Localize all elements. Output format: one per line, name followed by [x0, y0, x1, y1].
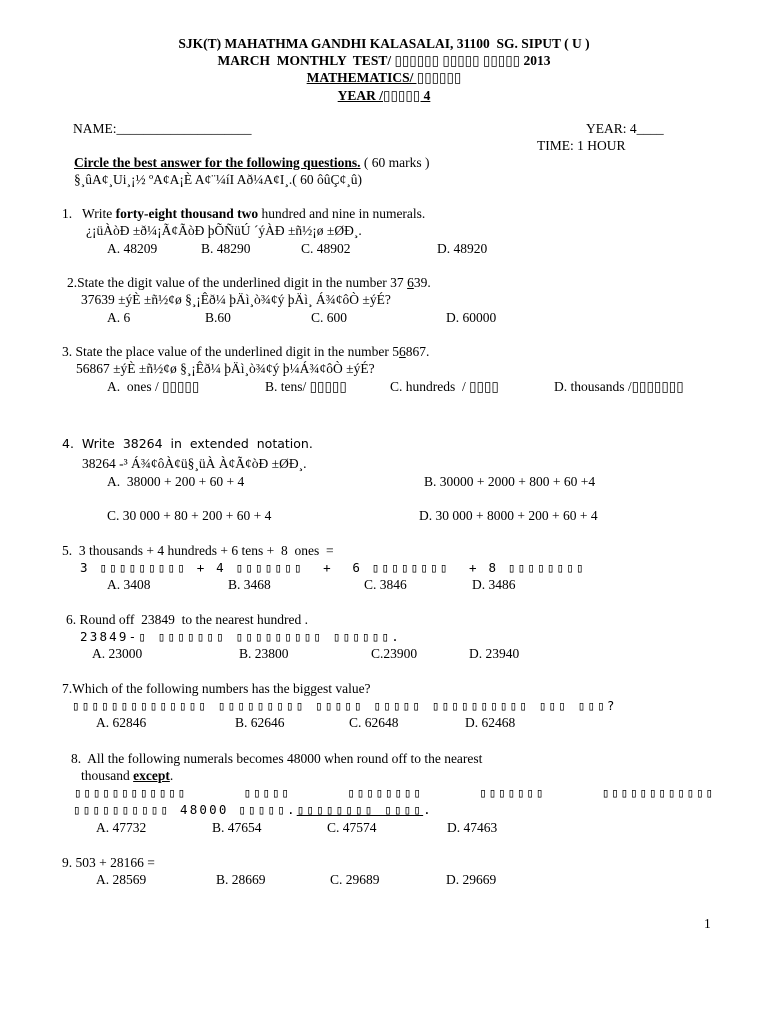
q9-option-a: A. 28569	[96, 872, 147, 887]
question-8-tamil-2: ▯▯▯▯▯▯▯▯▯▯ 48000 ▯▯▯▯▯.▯▯▯▯▯▯▯▯ ▯▯▯▯.	[73, 802, 433, 817]
q8-option-b: B. 47654	[212, 820, 262, 835]
q9-option-c: C. 29689	[330, 872, 380, 887]
test-title: MARCH MONTHLY TEST/ ▯▯▯▯▯▯ ▯▯▯▯▯ ▯▯▯▯▯ 2013	[217, 53, 551, 68]
question-1-tamil: ¿¡üÀòÐ ±ð¼¡Ã¢ÃòÐ þÕÑüÚ ´ýÀÐ ±ñ½¡ø ±ØÐ¸.	[86, 223, 362, 238]
question-3: 3. State the place value of the underlined digit in the number 56867.	[62, 344, 430, 359]
year-title: YEAR /▯▯▯▯▯ 4	[337, 88, 431, 103]
year-field: YEAR: 4____	[586, 121, 664, 136]
q5-option-c: C. 3846	[364, 577, 407, 592]
question-5-tamil: 3 ▯▯▯▯▯▯▯▯▯ + 4 ▯▯▯▯▯▯▯ + 6 ▯▯▯▯▯▯▯▯ + 8 ▯▯▯▯▯▯▯▯	[80, 560, 586, 575]
question-4: 4. Write 38264 in extended notation.	[62, 436, 313, 451]
q1-option-a: A. 48209	[107, 241, 158, 256]
q8-option-a: A. 47732	[96, 820, 147, 835]
question-8-tamil-1: ▯▯▯▯▯▯▯▯▯▯▯▯ ▯▯▯▯▯ ▯▯▯▯▯▯▯▯ ▯▯▯▯▯▯▯ ▯▯▯▯▯▯▯▯▯▯▯▯	[74, 785, 715, 800]
q6-option-d: D. 23940	[469, 646, 520, 661]
q3-option-a: A. ones / ▯▯▯▯▯	[107, 379, 200, 394]
name-field: NAME:____________________	[73, 121, 252, 136]
question-5: 5. 3 thousands + 4 hundreds + 6 tens + 8 ones =	[62, 543, 334, 558]
question-7: 7.Which of the following numbers has the biggest value?	[62, 681, 371, 696]
question-9: 9. 503 + 28166 =	[62, 855, 155, 870]
q2-option-d: D. 60000	[446, 310, 497, 325]
q3-option-d: D. thousands /▯▯▯▯▯▯▯	[554, 379, 684, 394]
question-6-tamil: 23849-▯ ▯▯▯▯▯▯▯ ▯▯▯▯▯▯▯▯▯ ▯▯▯▯▯▯.	[80, 629, 401, 644]
q6-option-c: C.23900	[371, 646, 418, 661]
q8-option-c: C. 47574	[327, 820, 377, 835]
q9-option-d: D. 29669	[446, 872, 497, 887]
q9-option-b: B. 28669	[216, 872, 266, 887]
q4-option-d: D. 30 000 + 8000 + 200 + 60 + 4	[419, 508, 598, 523]
question-4-tamil: 38264 -³ Á¾¢ôÀ¢ü§¸üÀ À¢Ã¢òÐ ±ØÐ¸.	[82, 456, 307, 471]
subject-title: MATHEMATICS/ ▯▯▯▯▯▯	[306, 70, 462, 85]
instructions-marks: ( 60 marks )	[360, 155, 430, 170]
q8-option-d: D. 47463	[447, 820, 498, 835]
q4-option-c: C. 30 000 + 80 + 200 + 60 + 4	[107, 508, 272, 523]
time-field: TIME: 1 HOUR	[537, 138, 626, 153]
instructions	[74, 155, 429, 171]
q4-option-a: A. 38000 + 200 + 60 + 4	[107, 474, 245, 489]
question-3-tamil: 56867 ±ýÈ ±ñ½¢ø §¸¡Êð¼ þÄì¸ò¾¢ý þ¼Á¾¢ôÒ ±ýÉ?	[76, 361, 375, 376]
question-2: 2.State the digit value of the underlined digit in the number 37 639.	[67, 275, 431, 290]
question-1: 1. Write forty-eight thousand two hundred and nine in numerals.	[62, 206, 426, 221]
q2-option-a: A. 6	[107, 310, 131, 325]
question-2-tamil: 37639 ±ýÈ ±ñ½¢ø §¸¡Êð¼ þÄì¸ò¾¢ý þÄì¸ Á¾¢ôÒ ±ýÉ?	[81, 292, 391, 307]
q5-option-b: B. 3468	[228, 577, 271, 592]
page-number: 1	[704, 916, 711, 931]
q1-option-c: C. 48902	[301, 241, 351, 256]
q2-option-c: C. 600	[311, 310, 348, 325]
q7-option-c: C. 62648	[349, 715, 399, 730]
q6-option-b: B. 23800	[239, 646, 289, 661]
q5-option-d: D. 3486	[472, 577, 516, 592]
q1-option-d: D. 48920	[437, 241, 488, 256]
question-6: 6. Round off 23849 to the nearest hundred .	[66, 612, 308, 627]
question-8: 8. All the following numerals becomes 48000 when round off to the nearest	[71, 751, 483, 766]
q3-option-c: C. hundreds / ▯▯▯▯	[390, 379, 499, 394]
q6-option-a: A. 23000	[92, 646, 143, 661]
q3-option-b: B. tens/ ▯▯▯▯▯	[265, 379, 347, 394]
q5-option-a: A. 3408	[107, 577, 151, 592]
instructions-tamil: §¸ûA¢¸Ui¸¡½ ºA¢A¡È A¢¨¼íI Að¼A¢I¸.( 60 ôûÇ¢¸û)	[74, 172, 363, 187]
question-8-line-2: thousand except.	[81, 768, 174, 783]
q1-option-b: B. 48290	[201, 241, 251, 256]
q4-option-b: B. 30000 + 2000 + 800 + 60 +4	[424, 474, 596, 489]
q7-option-d: D. 62468	[465, 715, 516, 730]
q7-option-a: A. 62846	[96, 715, 147, 730]
q2-option-b: B.60	[205, 310, 231, 325]
q7-option-b: B. 62646	[235, 715, 285, 730]
question-7-tamil: ▯▯▯▯▯▯▯▯▯▯▯▯▯▯ ▯▯▯▯▯▯▯▯▯ ▯▯▯▯▯ ▯▯▯▯▯ ▯▯▯▯▯▯▯▯▯▯ ▯▯▯ ▯▯▯?	[72, 698, 617, 713]
school-name: SJK(T) MAHATHMA GANDHI KALASALAI, 31100 SG. SIPUT ( U )	[178, 36, 590, 51]
instructions-english: Circle the best answer for the following questions.	[74, 155, 361, 170]
